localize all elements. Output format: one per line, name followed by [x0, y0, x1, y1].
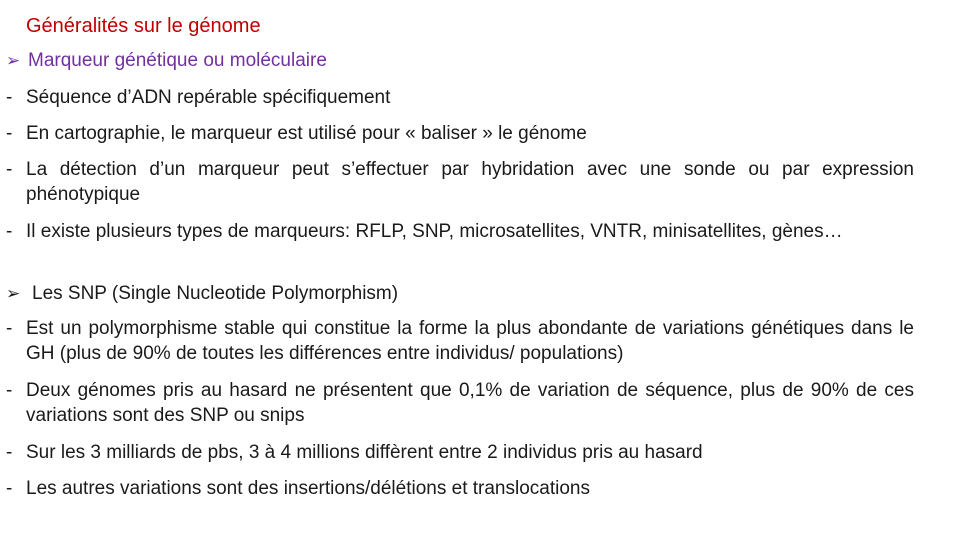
list-item-text: Est un polymorphisme stable qui constitue la forme la plus abondante de variations génétiques dans le GH (plus de 90% de toutes les différences entre individus/ populations): [26, 318, 914, 364]
dash-bullet: -: [6, 159, 13, 180]
list-item-text: Les autres variations sont des insertions/délétions et translocations: [26, 478, 590, 499]
list-item: [6, 378, 914, 428]
list-item: [6, 157, 914, 207]
list-item-text: Deux génomes pris au hasard ne présentent que 0,1% de variation de séquence, plus de 90% de ces variations sont des SNP ou snips: [26, 380, 914, 426]
list-item-text: Sur les 3 milliards de pbs, 3 à 4 millions diffèrent entre 2 individus pris au hasard: [26, 442, 703, 463]
arrow-bullet-icon: ➢: [6, 51, 21, 71]
arrow-bullet-icon: ➢: [6, 284, 21, 304]
section-heading-markers: [6, 50, 327, 72]
dash-bullet: -: [6, 87, 13, 108]
list-item-text: En cartographie, le marqueur est utilisé pour « baliser » le génome: [26, 123, 587, 144]
dash-bullet: -: [6, 318, 13, 339]
slide-title: Généralités sur le génome: [26, 15, 261, 37]
dash-bullet: -: [6, 478, 13, 499]
dash-bullet: -: [6, 221, 13, 242]
dash-bullet: -: [6, 123, 13, 144]
list-item-text: La détection d’un marqueur peut s’effectuer par hybridation avec une sonde ou par expression phénotypique: [26, 159, 914, 205]
list-item-text: Séquence d’ADN repérable spécifiquement: [26, 87, 391, 108]
list-item: [6, 121, 914, 146]
list-item: [6, 85, 914, 110]
section-heading-text: Marqueur génétique ou moléculaire: [28, 50, 327, 71]
dash-bullet: -: [6, 380, 13, 401]
list-item-text: Il existe plusieurs types de marqueurs: RFLP, SNP, microsatellites, VNTR, minisatellites, gènes…: [26, 221, 843, 242]
section-heading-text: Les SNP (Single Nucleotide Polymorphism): [32, 283, 399, 304]
list-item: [6, 440, 914, 465]
section-heading-snp: [6, 283, 398, 305]
list-item: [6, 219, 914, 244]
list-item: [6, 316, 914, 366]
dash-bullet: -: [6, 442, 13, 463]
list-item: [6, 476, 914, 501]
